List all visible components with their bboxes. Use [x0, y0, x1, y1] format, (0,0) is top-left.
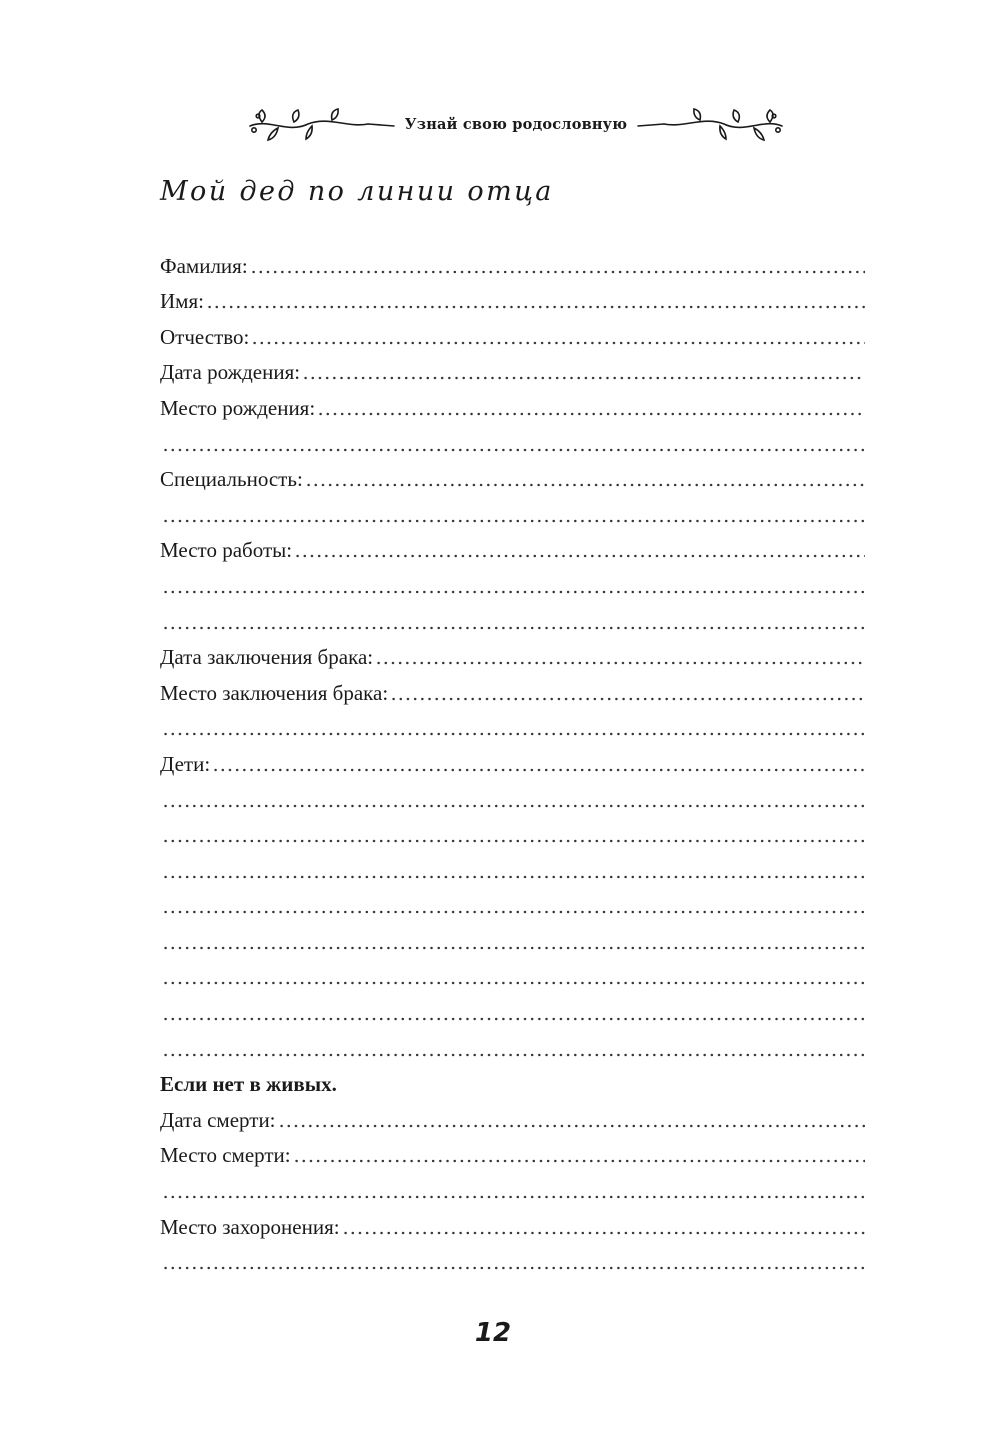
form-line[interactable] — [160, 420, 865, 456]
dotted-fill-line[interactable] — [162, 910, 865, 914]
form-line[interactable] — [160, 1132, 865, 1168]
field-label: Место рождения: — [160, 395, 316, 420]
running-title: Узнай свою родословную — [404, 116, 628, 133]
dotted-fill-line[interactable] — [390, 697, 865, 701]
dotted-fill-line[interactable] — [162, 981, 865, 985]
dotted-fill-line[interactable] — [162, 1053, 865, 1057]
dotted-fill-line[interactable] — [294, 554, 865, 558]
dotted-fill-line[interactable] — [317, 412, 865, 416]
form-line[interactable] — [160, 1096, 865, 1132]
dotted-fill-line[interactable] — [162, 732, 865, 736]
dotted-fill-line[interactable] — [162, 626, 865, 630]
form-line[interactable] — [160, 242, 865, 278]
section-heading — [160, 1061, 865, 1097]
form-line[interactable] — [160, 384, 865, 420]
form-line[interactable] — [160, 278, 865, 314]
form-line[interactable] — [160, 456, 865, 492]
field-label: Отчество: — [160, 324, 250, 349]
page-title: Мой дед по линии отца — [160, 176, 554, 207]
form-line[interactable] — [160, 776, 865, 812]
form-line[interactable] — [160, 847, 865, 883]
dotted-fill-line[interactable] — [212, 768, 865, 772]
field-label: Имя: — [160, 289, 204, 314]
form-line[interactable] — [160, 705, 865, 741]
dotted-fill-line[interactable] — [162, 519, 865, 523]
form-line[interactable] — [160, 562, 865, 598]
form-line[interactable] — [160, 491, 865, 527]
dotted-fill-line[interactable] — [251, 341, 865, 345]
dotted-fill-line[interactable] — [293, 1159, 865, 1163]
form-line[interactable] — [160, 1239, 865, 1275]
form-line[interactable] — [160, 989, 865, 1025]
form-line[interactable] — [160, 527, 865, 563]
dotted-fill-line[interactable] — [162, 875, 865, 879]
dotted-fill-line[interactable] — [278, 1124, 865, 1128]
dotted-fill-line[interactable] — [342, 1231, 865, 1235]
form-line[interactable] — [160, 918, 865, 954]
dotted-fill-line[interactable] — [162, 946, 865, 950]
field-label: Дата рождения: — [160, 360, 301, 385]
field-label: Место захоронения: — [160, 1214, 340, 1239]
dotted-fill-line[interactable] — [162, 839, 865, 843]
form-line[interactable] — [160, 634, 865, 670]
field-label: Место работы: — [160, 538, 293, 563]
field-label: Дата смерти: — [160, 1107, 276, 1132]
genealogy-form — [160, 242, 865, 1274]
form-line[interactable] — [160, 883, 865, 919]
dotted-fill-line[interactable] — [162, 804, 865, 808]
form-line[interactable] — [160, 313, 865, 349]
dotted-fill-line[interactable] — [162, 590, 865, 594]
form-line[interactable] — [160, 349, 865, 385]
form-line[interactable] — [160, 1167, 865, 1203]
field-label: Специальность: — [160, 467, 303, 492]
page-number: 12 — [474, 1318, 512, 1348]
running-header — [248, 106, 784, 146]
form-line[interactable] — [160, 954, 865, 990]
dotted-fill-line[interactable] — [250, 270, 865, 274]
field-label: Место смерти: — [160, 1143, 291, 1168]
form-line[interactable] — [160, 669, 865, 705]
field-label: Фамилия: — [160, 253, 248, 278]
dotted-fill-line[interactable] — [162, 1017, 865, 1021]
dotted-fill-line[interactable] — [162, 1266, 865, 1270]
dotted-fill-line[interactable] — [162, 448, 865, 452]
form-line[interactable] — [160, 812, 865, 848]
field-label: Дети: — [160, 751, 211, 776]
dotted-fill-line[interactable] — [206, 305, 865, 309]
form-line[interactable] — [160, 1025, 865, 1061]
dotted-fill-line[interactable] — [375, 661, 865, 665]
dotted-fill-line[interactable] — [162, 1195, 865, 1199]
dotted-fill-line[interactable] — [305, 483, 865, 487]
field-label: Место заключения брака: — [160, 680, 389, 705]
field-label: Дата заключения брака: — [160, 645, 374, 670]
section-heading-text: Если нет в живых. — [160, 1072, 337, 1097]
form-line[interactable] — [160, 598, 865, 634]
form-line[interactable] — [160, 1203, 865, 1239]
form-line[interactable] — [160, 740, 865, 776]
dotted-fill-line[interactable] — [302, 376, 865, 380]
